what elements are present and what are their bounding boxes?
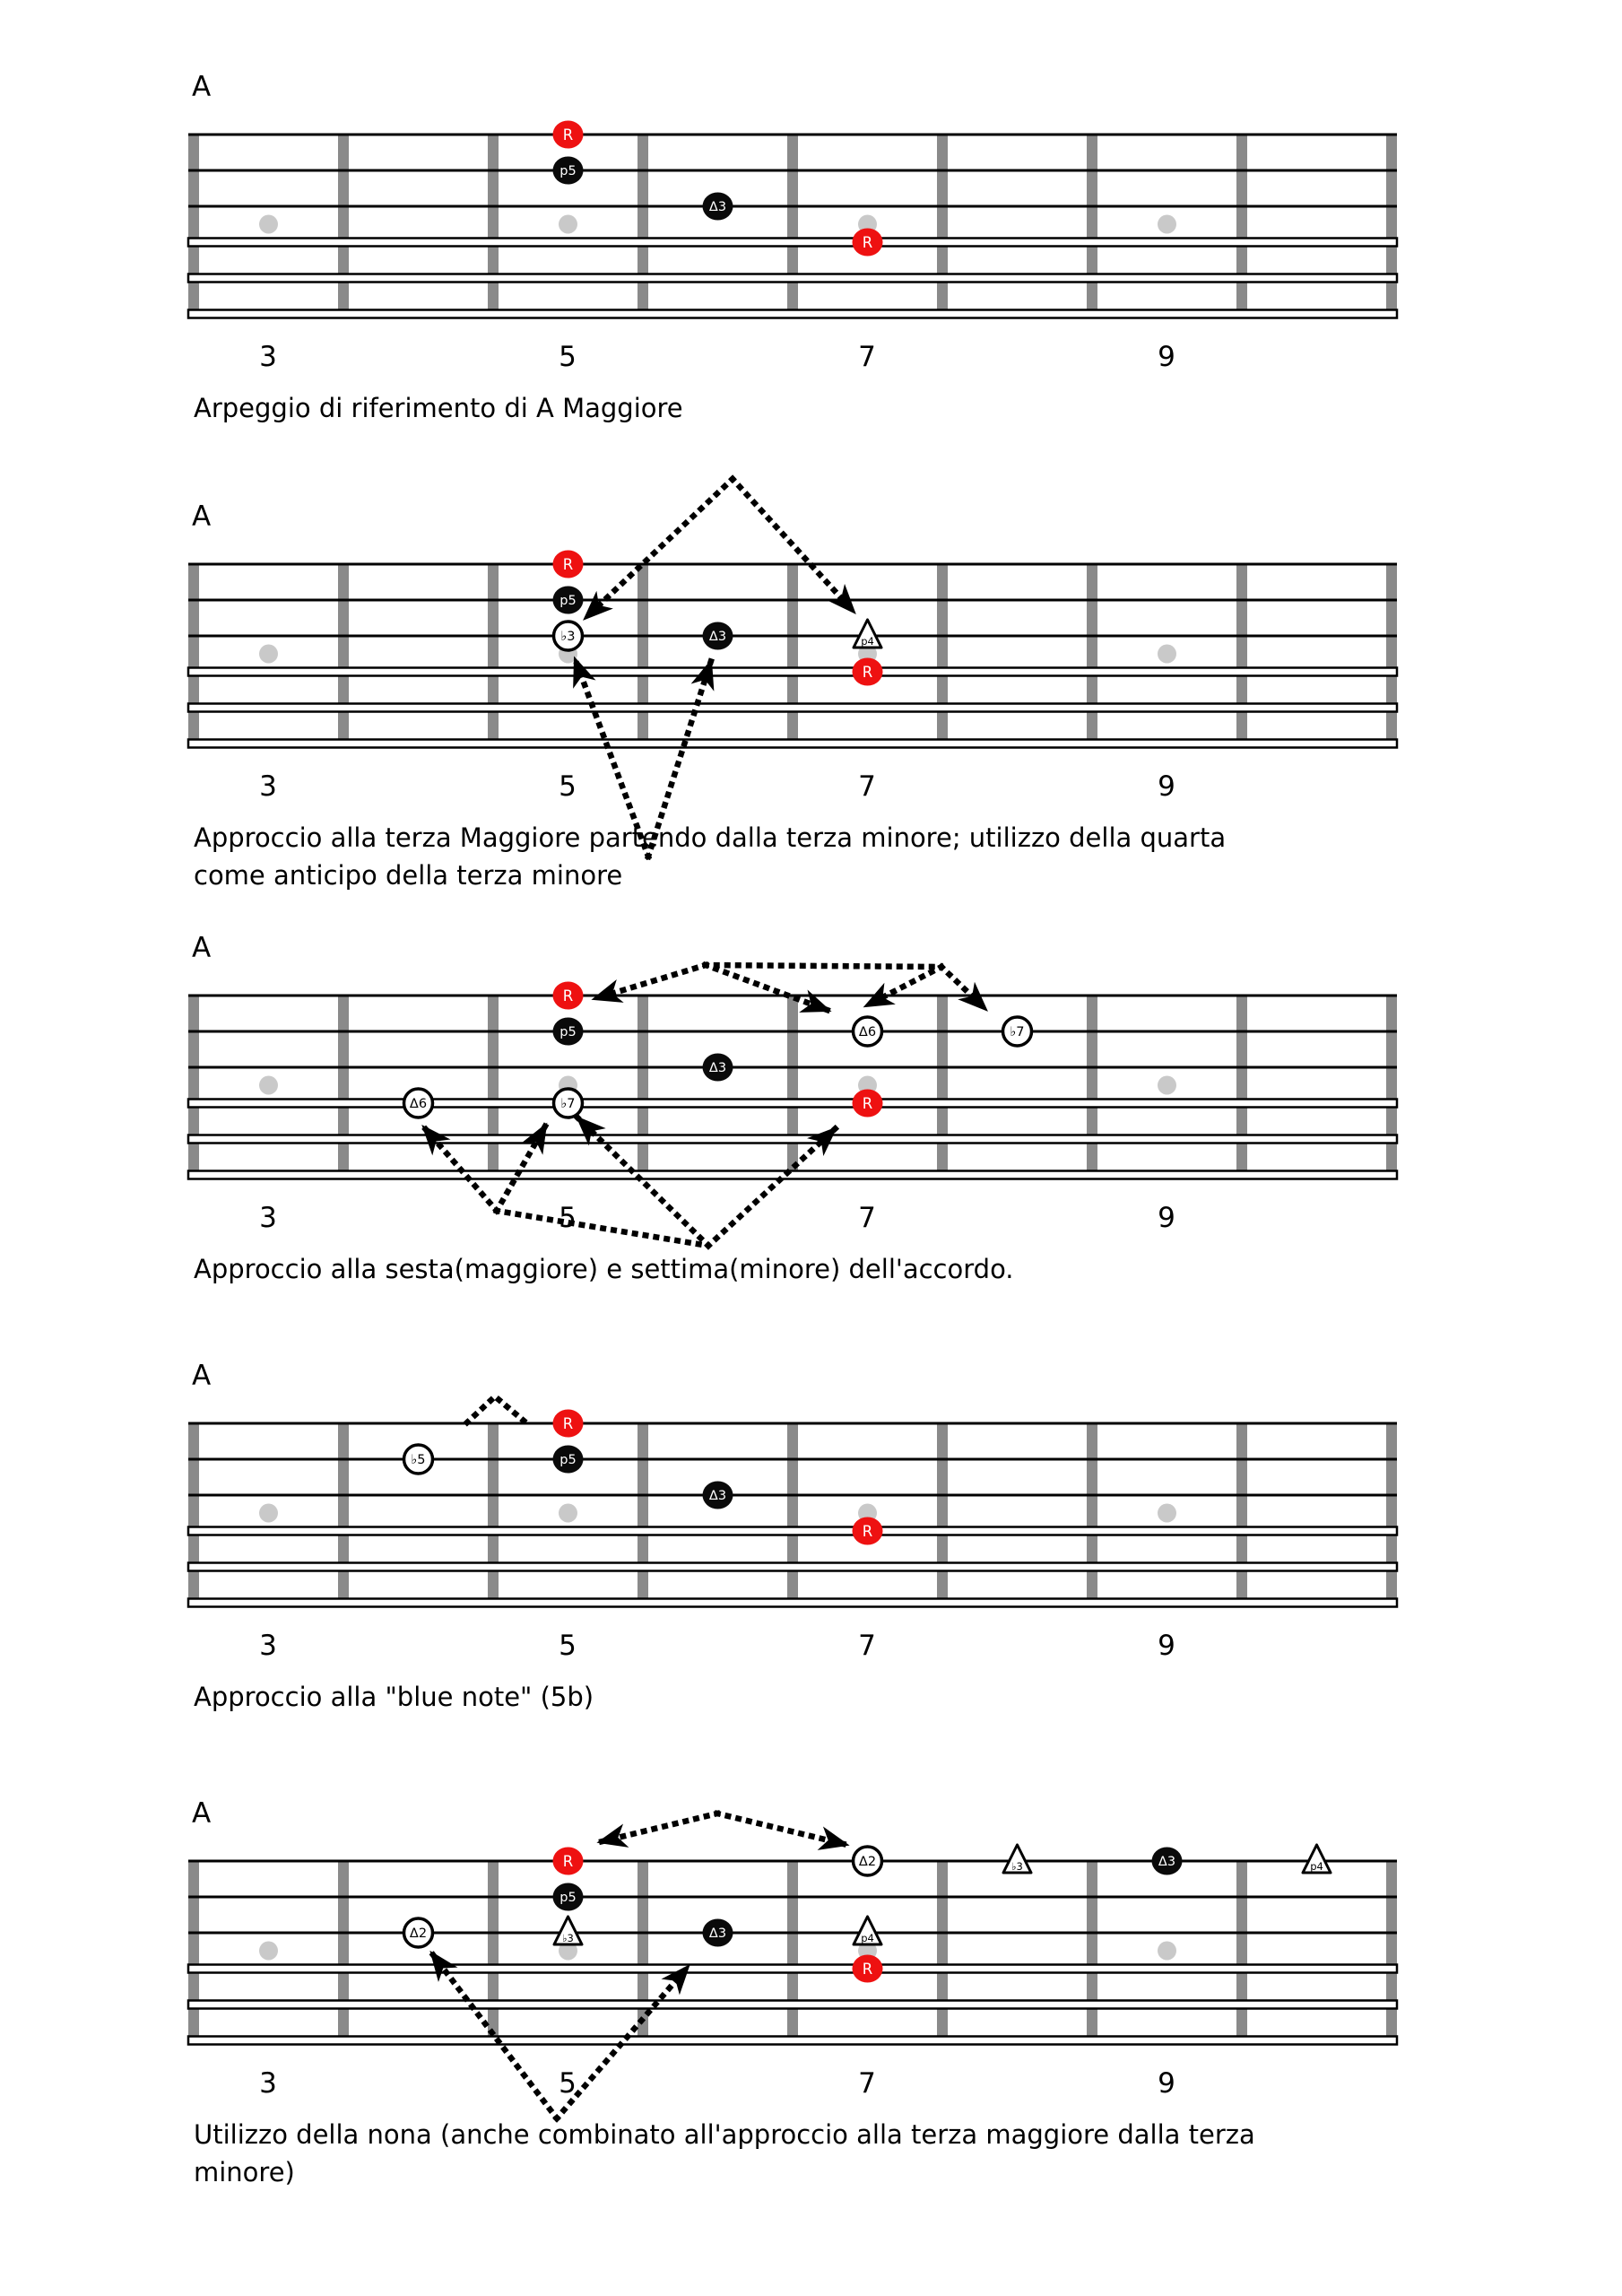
note-label: Δ3 bbox=[708, 1489, 727, 1503]
fretboard-diagram-5 bbox=[188, 1813, 1397, 2118]
fret-number: 5 bbox=[559, 1202, 577, 1234]
string-line bbox=[188, 205, 1397, 208]
fret-number: 9 bbox=[1158, 341, 1175, 373]
note-label: R bbox=[562, 987, 574, 1004]
fret-number: 7 bbox=[858, 341, 876, 373]
fret-wire bbox=[787, 1422, 798, 1605]
fret-wire bbox=[1386, 134, 1397, 317]
note-label: p5 bbox=[559, 1891, 577, 1905]
fret-wire bbox=[1386, 1422, 1397, 1605]
string-line-wound bbox=[188, 1171, 1397, 1179]
caption-line: Utilizzo della nona (anche combinato all'approccio alla terza maggiore dalla terza bbox=[194, 2119, 1255, 2150]
chord-label: A bbox=[192, 1797, 212, 1830]
fret-number: 9 bbox=[1158, 1630, 1175, 1662]
note-label: R bbox=[562, 1415, 574, 1432]
string-line bbox=[188, 1458, 1397, 1461]
fret-wire bbox=[338, 134, 349, 317]
fret-wire bbox=[638, 995, 648, 1178]
caption-line: minore) bbox=[194, 2157, 295, 2187]
note-label: Δ3 bbox=[708, 630, 727, 644]
inlay-dot bbox=[559, 1504, 577, 1523]
fret-wire bbox=[1087, 563, 1097, 746]
fret-number: 3 bbox=[259, 2067, 277, 2100]
caption-line: Arpeggio di riferimento di A Maggiore bbox=[194, 393, 683, 423]
fret-wire bbox=[188, 1860, 199, 2043]
fret-wire bbox=[1386, 563, 1397, 746]
note-label: Δ6 bbox=[409, 1097, 428, 1111]
fretboard-diagram-1 bbox=[188, 121, 1397, 318]
chord-label: A bbox=[192, 932, 212, 964]
fret-wire bbox=[638, 563, 648, 746]
string-line bbox=[188, 170, 1397, 172]
inlay-dot bbox=[1158, 1504, 1176, 1523]
note-label: p5 bbox=[559, 1453, 577, 1467]
string-line-wound bbox=[188, 1965, 1397, 1973]
string-line-wound bbox=[188, 239, 1397, 247]
fret-wire bbox=[188, 995, 199, 1178]
inlay-dot bbox=[1158, 1942, 1176, 1961]
string-line-wound bbox=[188, 1527, 1397, 1535]
string-line bbox=[188, 1066, 1397, 1069]
note-label: Δ2 bbox=[858, 1855, 877, 1869]
note-label: Δ2 bbox=[409, 1926, 428, 1941]
approach-arrow bbox=[599, 1813, 717, 1842]
fret-wire bbox=[1236, 1422, 1247, 1605]
fretboard-diagram-4 bbox=[188, 1396, 1397, 1607]
fret-wire bbox=[488, 563, 499, 746]
fret-number: 9 bbox=[1158, 770, 1175, 803]
note-label: p5 bbox=[559, 594, 577, 608]
note-label: R bbox=[862, 664, 873, 681]
fret-wire bbox=[1236, 563, 1247, 746]
fretboard-diagram-2 bbox=[188, 479, 1397, 857]
string-line bbox=[188, 635, 1397, 638]
approach-arrow bbox=[708, 1128, 836, 1246]
caption-line: come anticipo della terza minore bbox=[194, 860, 623, 891]
fret-wire bbox=[338, 995, 349, 1178]
fret-number: 5 bbox=[559, 770, 577, 803]
string-line bbox=[188, 995, 1397, 997]
inlay-dot bbox=[259, 645, 278, 664]
inlay-dot bbox=[259, 215, 278, 234]
string-line-wound bbox=[188, 704, 1397, 712]
note-label: R bbox=[862, 1523, 873, 1540]
caption-line: Approccio alla terza Maggiore partendo dalla terza minore; utilizzo della quarta bbox=[194, 822, 1227, 853]
fret-wire bbox=[787, 134, 798, 317]
string-line-wound bbox=[188, 1599, 1397, 1607]
fret-wire bbox=[1087, 995, 1097, 1178]
fret-number: 7 bbox=[858, 1202, 876, 1234]
string-line-wound bbox=[188, 1100, 1397, 1108]
fret-wire bbox=[488, 134, 499, 317]
note-label: p5 bbox=[559, 1025, 577, 1039]
fret-wire bbox=[937, 995, 948, 1178]
approach-arrow-line bbox=[706, 965, 941, 967]
fret-wire bbox=[1386, 995, 1397, 1178]
note-label: R bbox=[562, 126, 574, 144]
inlay-dot bbox=[1158, 215, 1176, 234]
note-label: p4 bbox=[1310, 1860, 1323, 1873]
fret-number: 3 bbox=[259, 341, 277, 373]
note-label: Δ3 bbox=[708, 1926, 727, 1941]
fret-wire bbox=[488, 995, 499, 1178]
fret-wire bbox=[937, 134, 948, 317]
note-label: ♭5 bbox=[411, 1453, 426, 1467]
string-line bbox=[188, 1031, 1397, 1033]
inlay-dot bbox=[1158, 645, 1176, 664]
fret-wire bbox=[1236, 995, 1247, 1178]
approach-arrow bbox=[594, 965, 706, 999]
string-line bbox=[188, 1896, 1397, 1899]
fret-wire bbox=[1386, 1860, 1397, 2043]
fret-number: 7 bbox=[858, 770, 876, 803]
fret-wire bbox=[1087, 1422, 1097, 1605]
fret-wire bbox=[787, 1860, 798, 2043]
approach-arrow bbox=[575, 658, 648, 857]
note-label: R bbox=[862, 1095, 873, 1112]
string-line bbox=[188, 1494, 1397, 1497]
string-line-wound bbox=[188, 1135, 1397, 1144]
inlay-dot bbox=[259, 1504, 278, 1523]
approach-arrow bbox=[717, 1813, 847, 1845]
caption-line: Approccio alla "blue note" (5b) bbox=[194, 1682, 594, 1712]
string-line-wound bbox=[188, 740, 1397, 748]
fret-wire bbox=[937, 1422, 948, 1605]
chord-label: A bbox=[192, 500, 212, 533]
fret-number: 7 bbox=[858, 1630, 876, 1662]
inlay-dot bbox=[259, 1076, 278, 1095]
string-line bbox=[188, 134, 1397, 136]
fret-wire bbox=[787, 563, 798, 746]
chord-label: A bbox=[192, 71, 212, 103]
fret-wire bbox=[1087, 134, 1097, 317]
string-line bbox=[188, 1860, 1397, 1863]
note-label: ♭3 bbox=[1011, 1860, 1023, 1873]
fret-number: 9 bbox=[1158, 1202, 1175, 1234]
string-line-wound bbox=[188, 668, 1397, 676]
inlay-dot bbox=[559, 215, 577, 234]
approach-arrow bbox=[865, 967, 941, 1006]
note-label: Δ3 bbox=[1158, 1855, 1176, 1869]
fret-wire bbox=[188, 1422, 199, 1605]
note-label: ♭7 bbox=[1010, 1025, 1025, 1039]
string-line-wound bbox=[188, 274, 1397, 283]
note-label: Δ6 bbox=[858, 1025, 877, 1039]
fret-wire bbox=[787, 995, 798, 1178]
note-label: R bbox=[562, 556, 574, 573]
string-line-wound bbox=[188, 2001, 1397, 2009]
note-label: Δ3 bbox=[708, 200, 727, 214]
fret-wire bbox=[638, 1860, 648, 2043]
fret-number: 3 bbox=[259, 1202, 277, 1234]
fret-wire bbox=[338, 1860, 349, 2043]
chord-label: A bbox=[192, 1360, 212, 1392]
fret-wire bbox=[488, 1860, 499, 2043]
note-label: R bbox=[862, 1961, 873, 1978]
approach-arrow bbox=[941, 967, 986, 1010]
approach-arrow bbox=[585, 479, 733, 619]
note-label: p4 bbox=[861, 635, 874, 648]
fret-wire bbox=[638, 1422, 648, 1605]
fret-wire bbox=[1236, 1860, 1247, 2043]
fret-wire bbox=[1236, 134, 1247, 317]
string-line bbox=[188, 1422, 1397, 1425]
inlay-dot bbox=[1158, 1076, 1176, 1095]
fret-wire bbox=[488, 1422, 499, 1605]
note-label: ♭7 bbox=[560, 1097, 576, 1111]
string-line bbox=[188, 599, 1397, 602]
fret-wire bbox=[937, 1860, 948, 2043]
string-line-wound bbox=[188, 1563, 1397, 1571]
note-label: ♭3 bbox=[560, 630, 576, 644]
fret-wire bbox=[1087, 1860, 1097, 2043]
note-label: p5 bbox=[559, 164, 577, 178]
fret-wire bbox=[188, 134, 199, 317]
note-label: R bbox=[862, 234, 873, 251]
string-line-wound bbox=[188, 310, 1397, 318]
string-line-wound bbox=[188, 2037, 1397, 2045]
inlay-dot bbox=[259, 1942, 278, 1961]
approach-arrow-line bbox=[467, 1396, 524, 1422]
note-label: R bbox=[562, 1853, 574, 1870]
fret-number: 5 bbox=[559, 1630, 577, 1662]
fret-number: 3 bbox=[259, 770, 277, 803]
string-line bbox=[188, 563, 1397, 566]
caption-line: Approccio alla sesta(maggiore) e settima(minore) dell'accordo. bbox=[194, 1254, 1014, 1284]
note-label: p4 bbox=[861, 1932, 874, 1944]
fret-number: 3 bbox=[259, 1630, 277, 1662]
fret-number: 9 bbox=[1158, 2067, 1175, 2100]
fretboard-diagram-3 bbox=[188, 965, 1397, 1246]
fret-number: 7 bbox=[858, 2067, 876, 2100]
fret-number: 5 bbox=[559, 2067, 577, 2100]
fret-wire bbox=[638, 134, 648, 317]
fret-wire bbox=[338, 563, 349, 746]
fret-wire bbox=[338, 1422, 349, 1605]
approach-arrow bbox=[648, 661, 711, 857]
fret-wire bbox=[188, 563, 199, 746]
note-label: ♭3 bbox=[562, 1932, 574, 1944]
fret-wire bbox=[937, 563, 948, 746]
fret-number: 5 bbox=[559, 341, 577, 373]
string-line bbox=[188, 1932, 1397, 1935]
approach-arrow bbox=[706, 965, 829, 1011]
note-label: Δ3 bbox=[708, 1061, 727, 1075]
